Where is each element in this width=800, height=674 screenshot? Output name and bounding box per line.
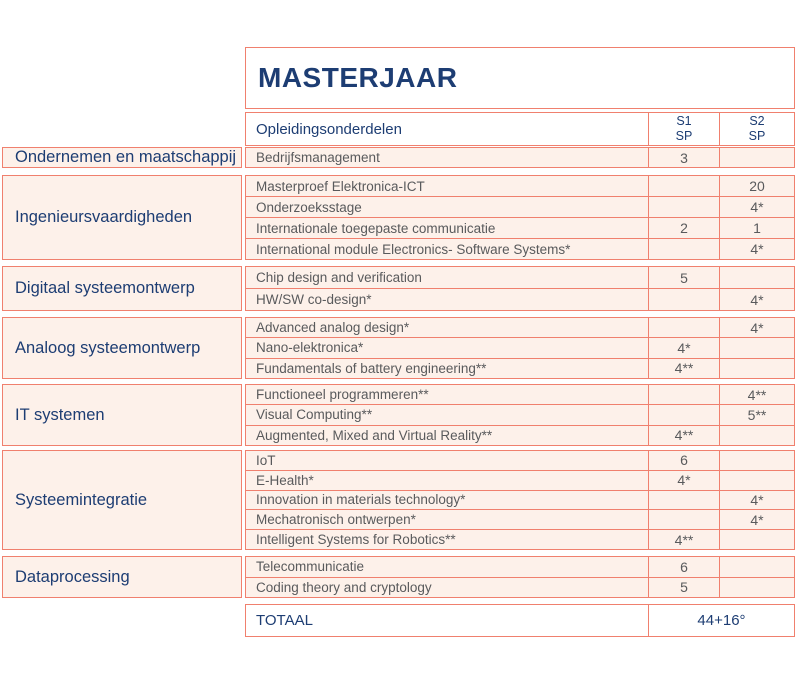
course-name-cell: Chip design and verification bbox=[256, 270, 422, 285]
s1-value-cell bbox=[648, 176, 719, 196]
s2-value-cell: 5** bbox=[719, 405, 794, 424]
course-name-cell: Augmented, Mixed and Virtual Reality** bbox=[256, 427, 493, 443]
group-rows-digitaal bbox=[245, 266, 795, 311]
course-name-cell: Fundamentals of battery engineering** bbox=[256, 360, 487, 376]
s1-value-cell bbox=[648, 405, 719, 424]
table-row bbox=[246, 217, 794, 238]
category-label: Analoog systeemontwerp bbox=[15, 338, 201, 357]
group-rows-ondernemen bbox=[245, 147, 795, 168]
page-title: MASTERJAAR bbox=[258, 62, 458, 93]
course-name-cell: Internationale toegepaste communicatie bbox=[256, 220, 496, 236]
table-header-row bbox=[245, 112, 795, 146]
course-name-cell: Innovation in materials technology* bbox=[256, 492, 466, 508]
course-name-cell: E-Health* bbox=[256, 472, 314, 488]
total-row bbox=[245, 604, 795, 637]
s1-value-cell bbox=[648, 491, 719, 510]
s2-value-cell bbox=[719, 451, 794, 470]
group-rows-it-systemen bbox=[245, 384, 795, 446]
s1-value-cell bbox=[648, 239, 719, 259]
table-row bbox=[246, 288, 794, 310]
course-name-cell: International module Electronics- Software Systems* bbox=[256, 241, 571, 257]
course-name-cell: Bedrijfsmanagement bbox=[256, 150, 380, 165]
table-row bbox=[246, 267, 794, 288]
s2-value-cell bbox=[719, 578, 794, 598]
s2-value-cell bbox=[719, 471, 794, 490]
table-row bbox=[246, 148, 794, 167]
s1-value-cell: 4** bbox=[648, 426, 719, 445]
s2-value-cell: 4** bbox=[719, 385, 794, 404]
s1-value-cell bbox=[648, 197, 719, 217]
category-label: Ondernemen en maatschappij bbox=[15, 148, 237, 166]
s2-value-cell: 4* bbox=[719, 510, 794, 529]
course-name-cell: Telecommunicatie bbox=[256, 559, 365, 575]
course-name-cell: HW/SW co-design* bbox=[256, 292, 372, 307]
table-row bbox=[246, 577, 794, 598]
s1-value-cell: 4* bbox=[648, 471, 719, 490]
category-systeemintegratie bbox=[2, 450, 242, 550]
table-row bbox=[246, 529, 794, 549]
s1-value-cell bbox=[648, 318, 719, 337]
masterjaar-title-box bbox=[245, 47, 795, 109]
category-label: Digitaal systeemontwerp bbox=[15, 279, 195, 297]
s2-value-cell bbox=[719, 530, 794, 549]
s1-value-cell bbox=[648, 510, 719, 529]
category-label: Systeemintegratie bbox=[15, 490, 148, 509]
course-name-cell: Masterproef Elektronica-ICT bbox=[256, 178, 425, 194]
s2-value-cell: 4* bbox=[719, 239, 794, 259]
s1-value-cell: 5 bbox=[648, 578, 719, 598]
s2-value-cell bbox=[719, 426, 794, 445]
s2-value-cell bbox=[719, 359, 794, 378]
total-value: 44+16° bbox=[648, 605, 794, 636]
s1-value-cell: 2 bbox=[648, 218, 719, 238]
group-rows-dataprocessing bbox=[245, 556, 795, 598]
group-rows-analoog bbox=[245, 317, 795, 379]
s2-value-cell: 4* bbox=[719, 318, 794, 337]
group-rows-systeemintegratie bbox=[245, 450, 795, 550]
s2-value-cell bbox=[719, 338, 794, 357]
header-s2-column bbox=[719, 113, 794, 145]
course-name-cell: IoT bbox=[256, 452, 276, 468]
s2-semester-label: S2 bbox=[749, 114, 765, 128]
s1-value-cell: 4* bbox=[648, 338, 719, 357]
table-row bbox=[246, 238, 794, 259]
category-ingenieursvaardigheden bbox=[2, 175, 242, 260]
header-course-column: Opleidingsonderdelen bbox=[256, 120, 402, 138]
category-label: Dataprocessing bbox=[15, 567, 130, 586]
table-row bbox=[246, 196, 794, 217]
table-row bbox=[246, 358, 794, 378]
table-row bbox=[246, 337, 794, 357]
table-row bbox=[246, 509, 794, 529]
course-name-cell: Intelligent Systems for Robotics** bbox=[256, 532, 456, 548]
table-row bbox=[246, 490, 794, 510]
group-rows-ingenieursvaardigheden bbox=[245, 175, 795, 260]
total-label: TOTAAL bbox=[256, 612, 313, 629]
course-name-cell: Coding theory and cryptology bbox=[256, 579, 432, 595]
course-name-cell: Onderzoeksstage bbox=[256, 199, 362, 215]
s2-value-cell bbox=[719, 267, 794, 288]
header-s2-label bbox=[749, 114, 766, 144]
table-row bbox=[246, 176, 794, 196]
table-row bbox=[246, 557, 794, 577]
table-row bbox=[246, 318, 794, 337]
category-ondernemen-en-maatschappij bbox=[2, 147, 242, 168]
table-row bbox=[246, 470, 794, 490]
course-name-cell: Mechatronisch ontwerpen* bbox=[256, 512, 416, 528]
s1-value-cell: 4** bbox=[648, 359, 719, 378]
table-row bbox=[246, 451, 794, 470]
s2-value-cell bbox=[719, 557, 794, 577]
category-label: IT systemen bbox=[15, 405, 105, 424]
s1-value-cell: 3 bbox=[648, 148, 719, 167]
s1-value-cell bbox=[648, 385, 719, 404]
s1-semester-label: S1 bbox=[676, 114, 692, 128]
category-label: Ingenieursvaardigheden bbox=[15, 208, 193, 226]
category-it-systemen bbox=[2, 384, 242, 446]
course-name-cell: Functioneel programmeren** bbox=[256, 387, 429, 403]
s2-value-cell: 20 bbox=[719, 176, 794, 196]
s1-unit-label: SP bbox=[675, 129, 693, 143]
category-digitaal-systeemontwerp bbox=[2, 266, 242, 311]
category-analoog-systeemontwerp bbox=[2, 317, 242, 379]
s1-value-cell: 5 bbox=[648, 267, 719, 288]
header-s1-label bbox=[676, 114, 693, 144]
category-dataprocessing bbox=[2, 556, 242, 598]
table-row bbox=[246, 425, 794, 445]
s1-value-cell: 6 bbox=[648, 557, 719, 577]
table-row bbox=[246, 385, 794, 404]
s1-value-cell: 4** bbox=[648, 530, 719, 549]
s2-value-cell: 4* bbox=[719, 491, 794, 510]
course-name-cell: Visual Computing** bbox=[256, 407, 373, 423]
s2-unit-label: SP bbox=[748, 129, 766, 143]
course-name-cell: Advanced analog design* bbox=[256, 320, 410, 336]
course-name-cell: Nano-elektronica* bbox=[256, 340, 364, 356]
s2-value-cell bbox=[719, 148, 794, 167]
s2-value-cell: 4* bbox=[719, 197, 794, 217]
s1-value-cell: 6 bbox=[648, 451, 719, 470]
table-row bbox=[246, 404, 794, 424]
s2-value-cell: 4* bbox=[719, 289, 794, 310]
s1-value-cell bbox=[648, 289, 719, 310]
s2-value-cell: 1 bbox=[719, 218, 794, 238]
header-s1-column bbox=[648, 113, 719, 145]
